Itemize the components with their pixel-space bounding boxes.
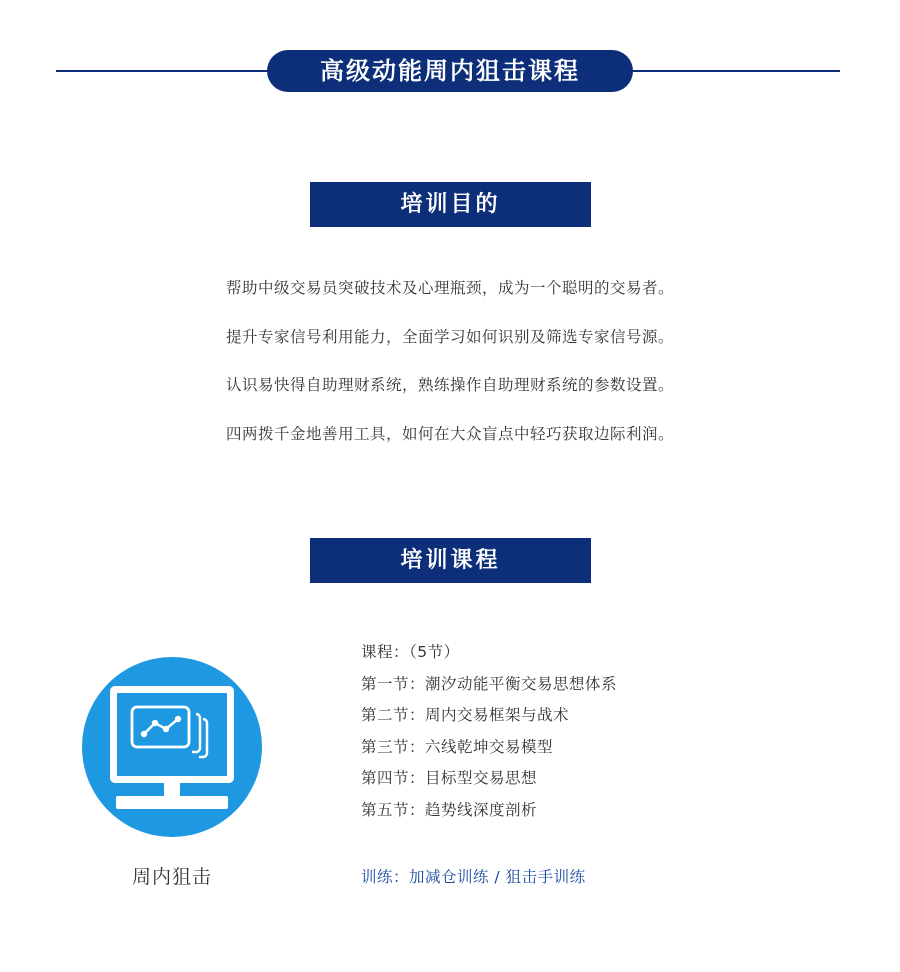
lesson-item: 第二节：周内交易框架与战术 (361, 706, 570, 724)
course-name: 周内狙击 (131, 866, 212, 888)
purpose-item: 帮助中级交易员突破技术及心理瓶颈，成为一个聪明的交易者。 (225, 279, 674, 297)
title-divider-right (624, 70, 840, 72)
lesson-item: 第一节：潮汐动能平衡交易思想体系 (361, 674, 618, 693)
course-heading: 培训课程 (310, 538, 591, 583)
purpose-item: 认识易快得自助理财系统，熟练操作自助理财系统的参数设置。 (225, 376, 674, 394)
lesson-item: 第三节：六线乾坤交易模型 (361, 737, 554, 756)
lesson-item: 第五节：趋势线深度剖析 (361, 800, 538, 819)
monitor-chart-icon (82, 657, 262, 837)
page-title: 高级动能周内狙击课程 (267, 50, 633, 92)
purpose-item: 四两拨千金地善用工具，如何在大众盲点中轻巧获取边际利润。 (225, 424, 674, 443)
title-divider-left (56, 70, 276, 72)
training-line: 训练：加减仓训练 / 狙击手训练 (361, 868, 586, 886)
purpose-list (0, 270, 900, 464)
purpose-heading: 培训目的 (310, 182, 591, 227)
purpose-item: 提升专家信号利用能力，全面学习如何识别及筛选专家信号源。 (225, 327, 674, 346)
course-summary: 课程：（5节） (361, 643, 460, 661)
lesson-item: 第四节：目标型交易思想 (361, 769, 538, 787)
course-lessons-list (361, 637, 617, 826)
